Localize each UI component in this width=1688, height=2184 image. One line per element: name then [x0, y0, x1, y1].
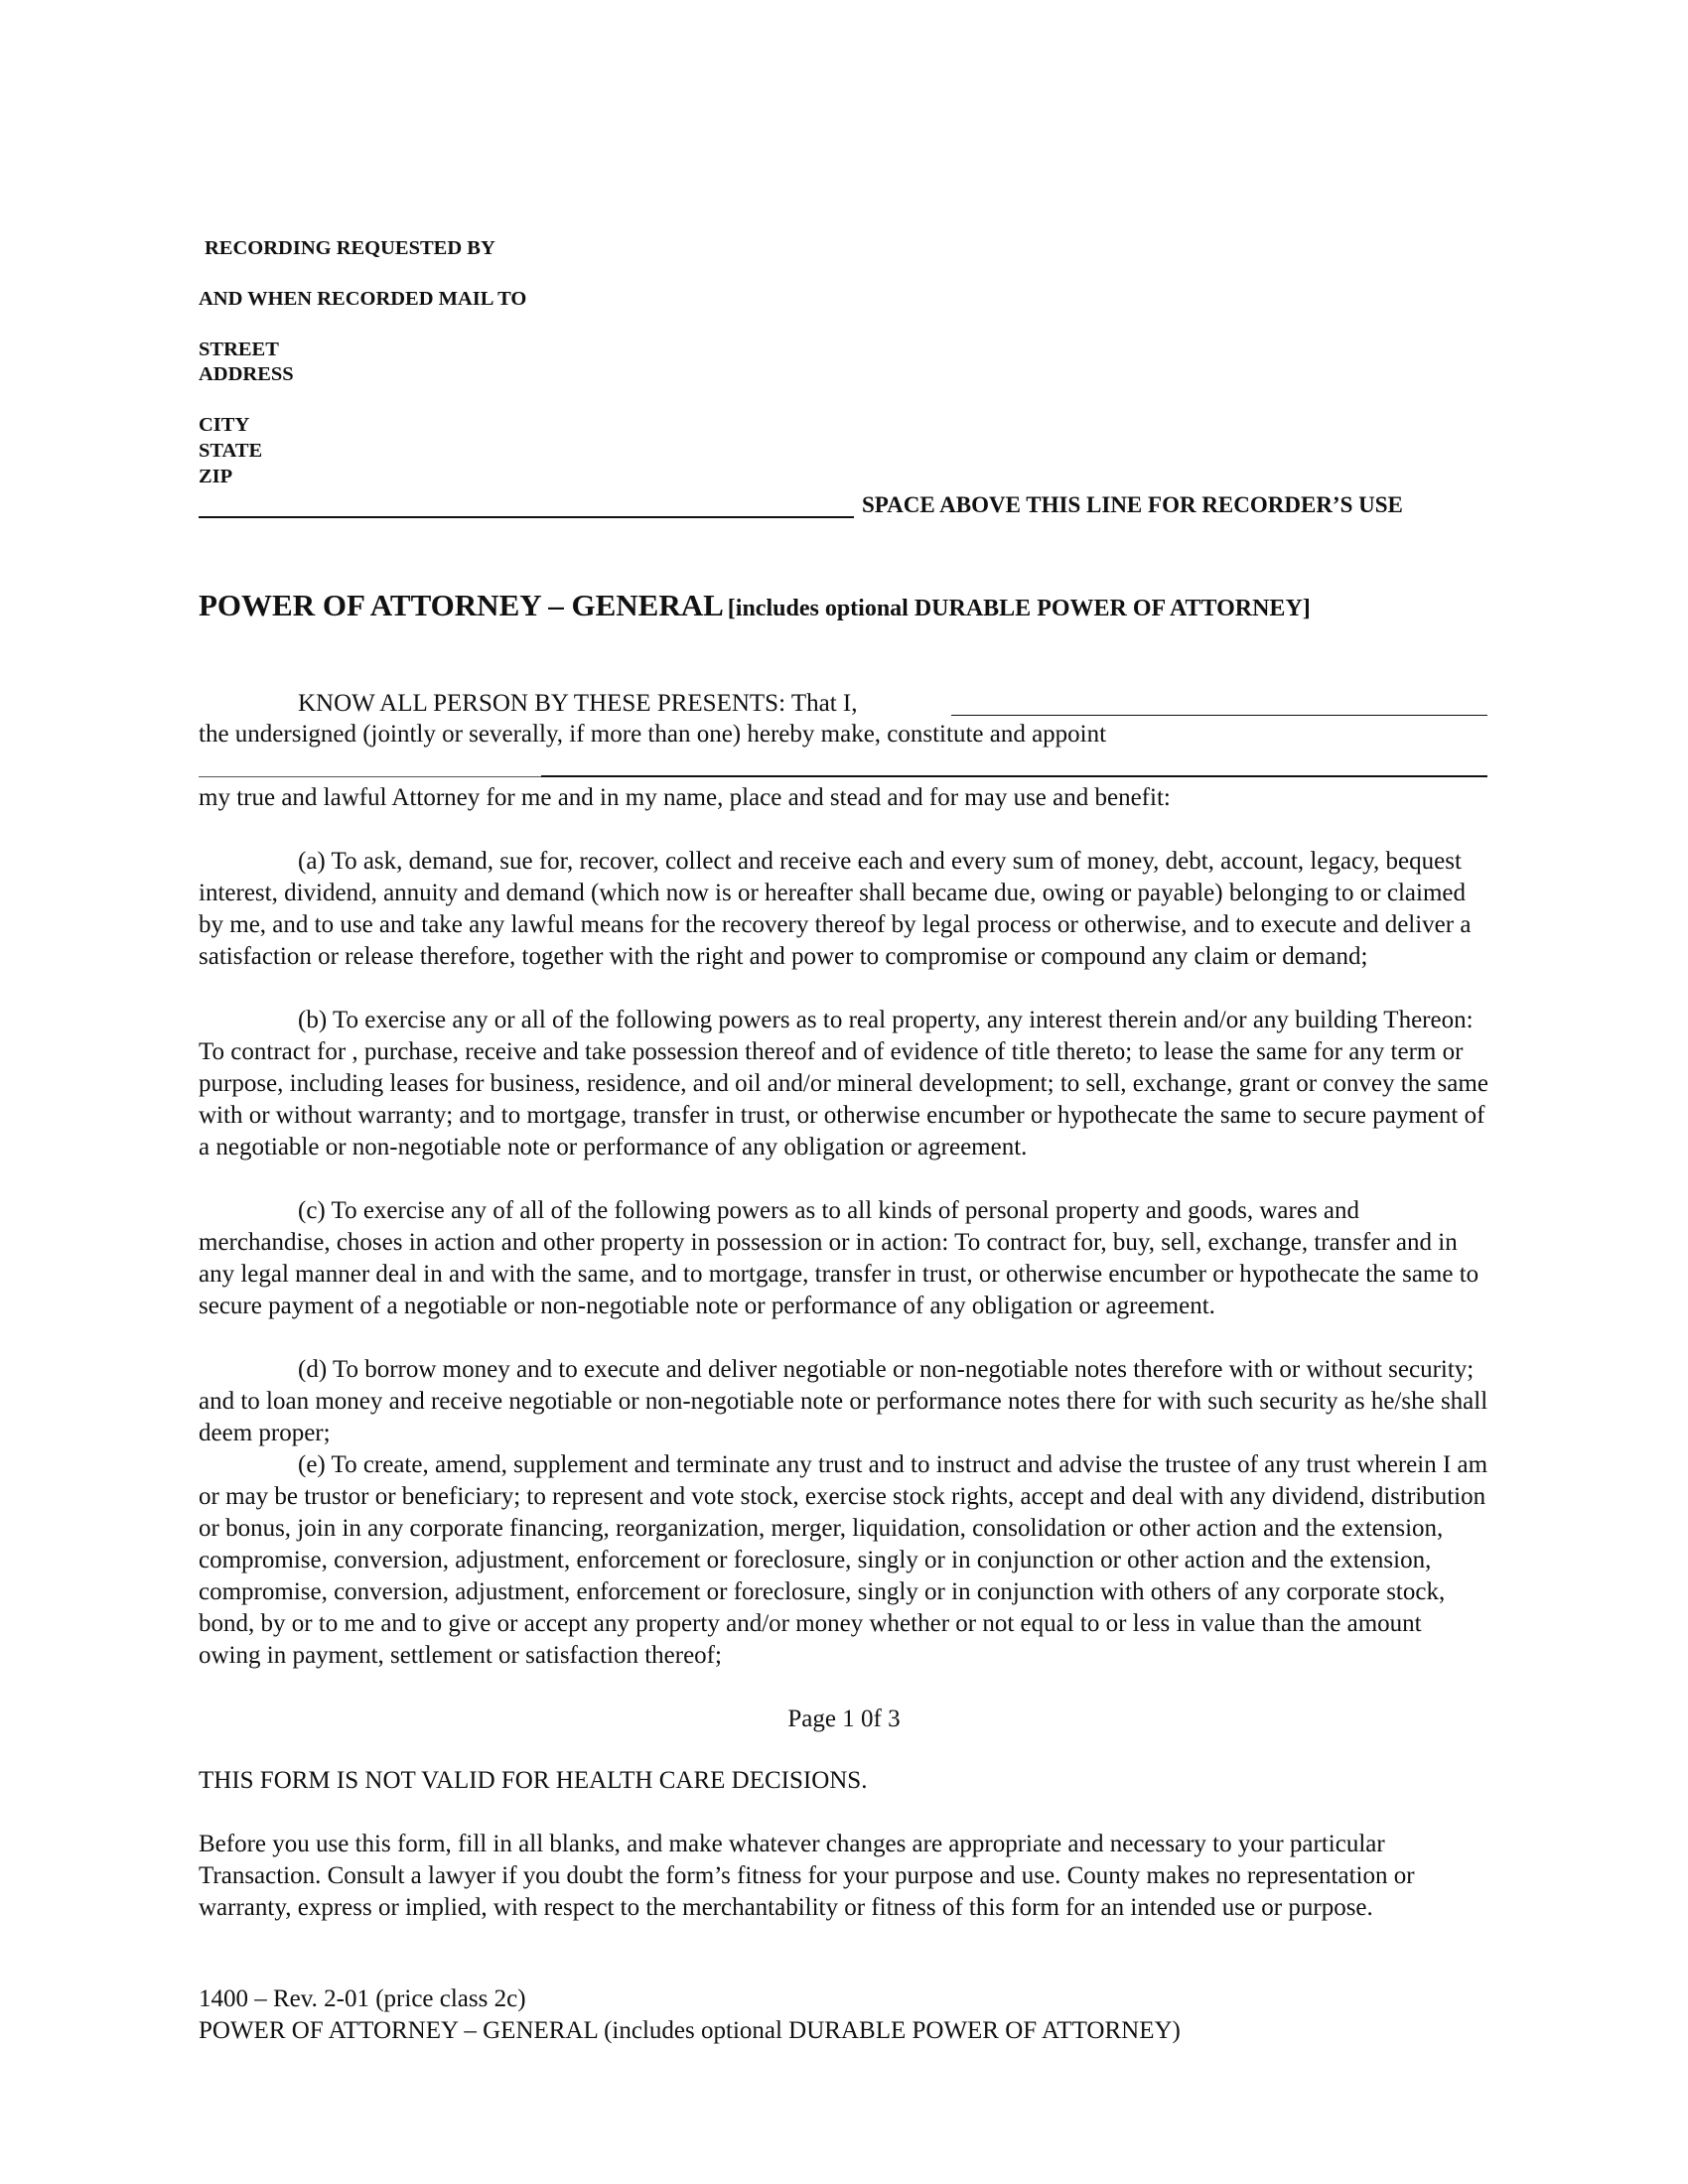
- intro-line-1: KNOW ALL PERSON BY THESE PRESENTS: That I,: [298, 690, 858, 717]
- clause-c: [199, 1195, 1489, 1322]
- state-label: STATE: [199, 440, 263, 462]
- recorder-use-label: SPACE ABOVE THIS LINE FOR RECORDER’S USE: [862, 492, 1403, 517]
- title-sub: [includes optional DURABLE POWER OF ATTORNEY]: [727, 596, 1311, 621]
- intro-line-2: the undersigned (jointly or severally, if more than one) hereby make, constitute and appoint: [199, 721, 1107, 748]
- street-label: STREET: [199, 339, 279, 360]
- document-title: [199, 588, 1311, 623]
- clause-a: [199, 846, 1489, 973]
- clause-d: [199, 1354, 1489, 1449]
- health-care-notice: THIS FORM IS NOT VALID FOR HEALTH CARE DECISIONS.: [199, 1767, 868, 1794]
- page-number: Page 1 0f 3: [787, 1706, 901, 1732]
- recording-requested-by: RECORDING REQUESTED BY: [205, 237, 495, 259]
- clause-c-text: (c) To exercise any of all of the following powers as to all kinds of personal property and goods, wares and merchandise, choses in action and other property in possession or in action: To contract for, buy, sell, exchange, transfer and in any legal manner deal in and with the same, and to mortgage, transfer in trust, or otherwise encumber or hypothecate the same to secure payment of a negotiable or non-negotiable note or performance of any obligation or agreement.: [199, 1197, 1479, 1319]
- address-label: ADDRESS: [199, 363, 294, 385]
- recorder-line: [199, 516, 854, 518]
- title-main: POWER OF ATTORNEY – GENERAL: [199, 588, 724, 622]
- clause-a-text: (a) To ask, demand, sue for, recover, collect and receive each and every sum of money, debt, account, legacy, bequest interest, dividend, annuity and demand (which now is or hereafter shall became due, owing or payable) belonging to or claimed by me, and to use and take any lawful means for the recovery thereof by legal process or otherwise, and to execute and deliver a satisfaction or release therefore, together with the right and power to compromise or compound any claim or demand;: [199, 848, 1472, 970]
- clause-d-text: (d) To borrow money and to execute and deliver negotiable or non-negotiable notes therefore with or without security; and to loan money and receive negotiable or non-negotiable note or performance notes there for with such security as he/she shall deem proper;: [199, 1356, 1488, 1446]
- grantor-name-blank[interactable]: [951, 715, 1487, 716]
- intro-line-3: my true and lawful Attorney for me and in my name, place and stead and for may use and benefit:: [199, 784, 1171, 811]
- clause-b: [199, 1005, 1489, 1163]
- clause-e-text: (e) To create, amend, supplement and terminate any trust and to instruct and advise the trustee of any trust wherein I am or may be trustor or beneficiary; to represent and vote stock, exercise stock rights, accept and deal with any dividend, distribution or bonus, join in any corporate financing, reorganization, merger, liquidation, consolidation or other action and the extension, compromise, conversion, adjustment, enforcement or foreclosure, singly or in conjunction or other action and the extension, compromise, conversion, adjustment, enforcement or foreclosure, singly or in conjunction with others of any corporate stock, bond, by or to me and to give or accept any property and/or money whether or not equal to or less in value than the amount owing in payment, settlement or satisfaction thereof;: [199, 1451, 1488, 1669]
- clause-e: [199, 1449, 1489, 1672]
- clause-b-text: (b) To exercise any or all of the following powers as to real property, any interest therein and/or any building Thereon: To contract for , purchase, receive and take possession thereof and of evidence of title thereto; to lease the same for any term or purpose, including leases for business, residence, and oil and/or mineral development; to sell, exchange, grant or convey the same with or without warranty; and to mortgage, transfer in trust, or otherwise encumber or hypothecate the same to secure payment of a negotiable or non-negotiable note or performance of any obligation or agreement.: [199, 1007, 1488, 1160]
- city-label: CITY: [199, 414, 250, 436]
- form-title-footer: POWER OF ATTORNEY – GENERAL (includes optional DURABLE POWER OF ATTORNEY): [199, 2017, 1181, 2044]
- form-number: 1400 – Rev. 2-01 (price class 2c): [199, 1985, 526, 2012]
- zip-label: ZIP: [199, 466, 233, 487]
- disclaimer: Before you use this form, fill in all blanks, and make whatever changes are appropriate and necessary to your particular Transaction. Consult a lawyer if you doubt the form’s fitness for your purpose and use. County makes no representation or warranty, express or implied, with respect to the merchantability or fitness of this form for an intended use or purpose.: [199, 1831, 1415, 1921]
- attorney-name-blank-heavy: [541, 775, 1487, 777]
- when-recorded-mail-to: AND WHEN RECORDED MAIL TO: [199, 288, 527, 310]
